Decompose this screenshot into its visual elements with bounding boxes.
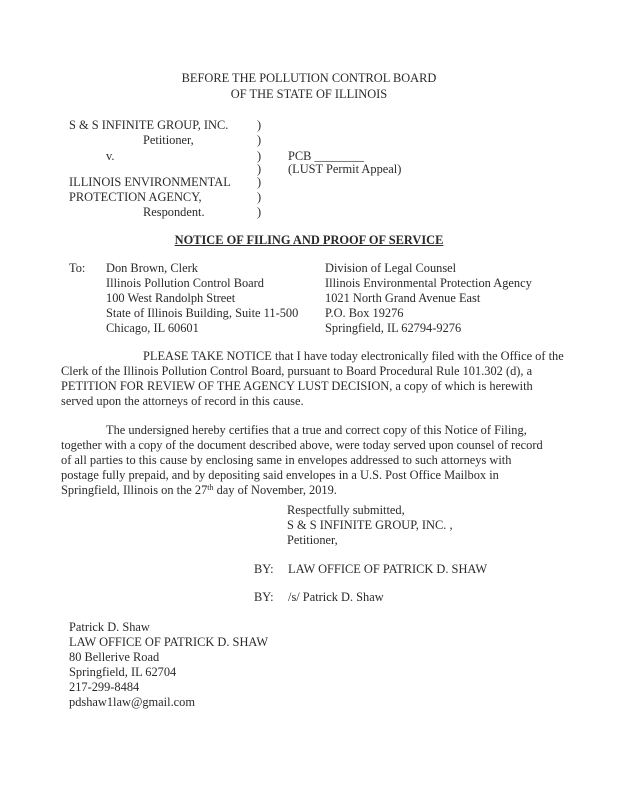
court-state: OF THE STATE OF ILLINOIS [230, 87, 388, 101]
attorney-firm: LAW OFFICE OF PATRICK D. SHAW [69, 635, 269, 649]
by-firm: LAW OFFICE OF PATRICK D. SHAW [288, 562, 488, 576]
recipient-left-line: Don Brown, Clerk [106, 261, 198, 275]
attorney-street: 80 Bellerive Road [69, 650, 160, 664]
paragraph-line: of all parties to this cause by enclosing same in envelopes addressed to such attorneys with [61, 453, 512, 467]
versus: v. [106, 149, 115, 163]
electronic-signature: /s/ Patrick D. Shaw [288, 590, 384, 604]
attorney-email: pdshaw1law@gmail.com [69, 695, 195, 709]
signing-role: Petitioner, [287, 533, 338, 547]
paragraph-line: The undersigned hereby certifies that a true and correct copy of this Notice of Filing, [106, 423, 527, 437]
recipient-right-line: 1021 North Grand Avenue East [325, 291, 481, 305]
to-label: To: [69, 261, 86, 275]
recipient-right-line: Springfield, IL 62794-9276 [325, 321, 462, 335]
petitioner-role: Petitioner, [143, 133, 194, 147]
paragraph-line [61, 483, 337, 498]
paragraph-line: PLEASE TAKE NOTICE that I have today electronically filed with the Office of the [143, 349, 564, 363]
paragraph-line: PETITION FOR REVIEW OF THE AGENCY LUST DECISION, a copy of which is herewith [61, 379, 533, 393]
attorney-city: Springfield, IL 62704 [69, 665, 177, 679]
attorney-name: Patrick D. Shaw [69, 620, 150, 634]
respondent-name-line1: ILLINOIS ENVIRONMENTAL [69, 175, 231, 189]
paragraph-line: together with a copy of the document described above, were today served upon counsel of record [61, 438, 543, 452]
paragraph-line: postage fully prepaid, and by depositing said envelopes in a U.S. Post Office Mailbox in [61, 468, 499, 482]
recipient-left-line: State of Illinois Building, Suite 11-500 [106, 306, 299, 320]
signing-party: S & S INFINITE GROUP, INC. , [287, 518, 453, 532]
by-label: BY: [254, 590, 274, 604]
notice-title: NOTICE OF FILING AND PROOF OF SERVICE [174, 233, 444, 247]
recipient-left-line: 100 West Randolph Street [106, 291, 236, 305]
caption-paren: ) [257, 149, 262, 163]
recipient-left-line: Chicago, IL 60601 [106, 321, 199, 335]
petitioner-name: S & S INFINITE GROUP, INC. [69, 118, 229, 132]
recipient-left-line: Illinois Pollution Control Board [106, 276, 264, 290]
paragraph-line: Clerk of the Illinois Pollution Control Board, pursuant to Board Procedural Rule 101.302 (d), a [61, 364, 533, 378]
caption-paren: ) [257, 133, 262, 147]
paragraph-line: served upon the attorneys of record in this cause. [61, 394, 304, 408]
case-number: PCB ________ [288, 149, 365, 163]
recipient-right-line: Division of Legal Counsel [325, 261, 457, 275]
recipient-right-line: Illinois Environmental Protection Agency [325, 276, 532, 290]
ordinal-suffix: th [207, 483, 214, 492]
caption-paren: ) [257, 162, 262, 176]
court-name: BEFORE THE POLLUTION CONTROL BOARD [181, 71, 437, 85]
recipient-right-line: P.O. Box 19276 [325, 306, 404, 320]
closing: Respectfully submitted, [287, 503, 405, 517]
case-type: (LUST Permit Appeal) [288, 162, 402, 176]
attorney-phone: 217-299-8484 [69, 680, 140, 694]
caption-paren: ) [257, 190, 262, 204]
service-date-text: Springfield, Illinois on the 27 [61, 483, 208, 497]
caption-paren: ) [257, 175, 262, 189]
by-label: BY: [254, 562, 274, 576]
caption-paren: ) [257, 205, 262, 219]
respondent-name-line2: PROTECTION AGENCY, [69, 190, 202, 204]
caption-paren: ) [257, 118, 262, 132]
service-date-text: day of November, 2019. [213, 483, 337, 497]
respondent-role: Respondent. [143, 205, 205, 219]
